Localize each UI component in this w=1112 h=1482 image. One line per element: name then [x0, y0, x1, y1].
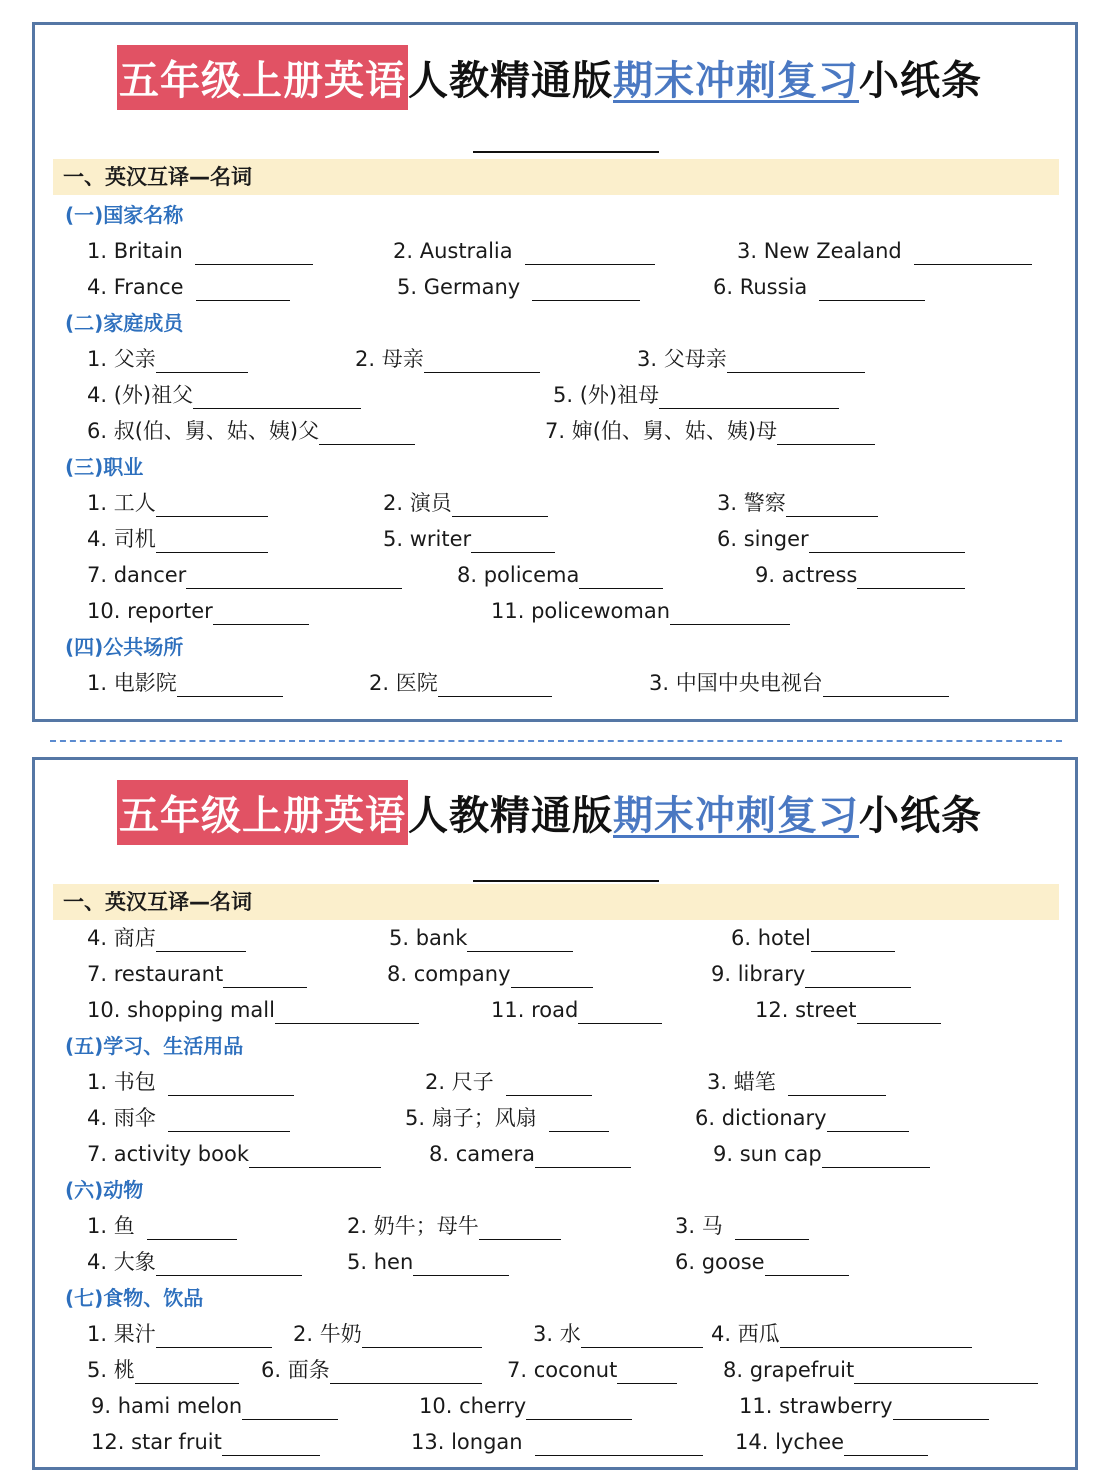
- vocab-item: 12. street: [755, 996, 941, 1024]
- vocab-item: 10. shopping mall: [87, 996, 419, 1024]
- group-heading: (四)公共场所: [65, 635, 184, 659]
- answer-blank[interactable]: [213, 600, 309, 625]
- answer-blank[interactable]: [177, 672, 283, 697]
- vocab-item: 1. Britain: [87, 237, 313, 265]
- answer-blank[interactable]: [822, 1143, 930, 1168]
- vocab-item: 4. (外)祖父: [87, 381, 361, 409]
- card-title: [117, 778, 982, 846]
- group-heading: (六)动物: [65, 1178, 144, 1202]
- vocab-item: 3. 蜡笔: [707, 1068, 886, 1096]
- answer-blank[interactable]: [893, 1395, 989, 1420]
- answer-blank[interactable]: [452, 492, 548, 517]
- vocab-item: 1. 鱼: [87, 1212, 237, 1240]
- vocab-item: 1. 电影院: [87, 669, 283, 697]
- answer-blank[interactable]: [275, 999, 419, 1024]
- answer-blank[interactable]: [788, 1071, 886, 1096]
- answer-blank[interactable]: [857, 564, 965, 589]
- vocab-item: 11. policewoman: [491, 597, 790, 625]
- answer-blank[interactable]: [156, 528, 268, 553]
- vocab-item: 5. bank: [389, 924, 573, 952]
- vocab-item: 14. lychee: [735, 1428, 928, 1456]
- vocab-item: 4. 西瓜: [711, 1320, 972, 1348]
- vocab-item: 6. 叔(伯、舅、姑、姨)父: [87, 417, 415, 445]
- section-heading: 一、英汉互译—名词: [53, 884, 1059, 920]
- vocab-item: 3. 警察: [717, 489, 878, 517]
- vocab-item: 9. library: [711, 960, 911, 988]
- answer-blank[interactable]: [156, 492, 268, 517]
- vocab-item: 6. singer: [717, 525, 965, 553]
- answer-blank[interactable]: [532, 276, 640, 301]
- vocab-item: 9. hami melon: [91, 1392, 338, 1420]
- answer-blank[interactable]: [549, 1107, 609, 1132]
- vocab-item: 8. policema: [457, 561, 663, 589]
- answer-blank[interactable]: [777, 420, 875, 445]
- vocab-item: 10. cherry: [419, 1392, 632, 1420]
- vocab-item: 2. 演员: [383, 489, 548, 517]
- answer-blank[interactable]: [156, 1251, 302, 1276]
- vocab-item: 7. activity book: [87, 1140, 381, 1168]
- vocab-item: 4. 大象: [87, 1248, 302, 1276]
- vocab-item: 2. 尺子: [425, 1068, 592, 1096]
- vocab-item: 7. dancer: [87, 561, 402, 589]
- vocab-item: 3. New Zealand: [737, 237, 1032, 265]
- vocab-item: 5. writer: [383, 525, 555, 553]
- review-card-2: [32, 757, 1078, 1470]
- answer-blank[interactable]: [786, 492, 878, 517]
- vocab-item: 5. 桃: [87, 1356, 239, 1384]
- title-divider: [473, 880, 659, 882]
- vocab-item: 6. dictionary: [695, 1104, 909, 1132]
- vocab-item: 2. 奶牛；母牛: [347, 1212, 561, 1240]
- answer-blank[interactable]: [579, 564, 663, 589]
- answer-blank[interactable]: [511, 963, 593, 988]
- answer-blank[interactable]: [413, 1251, 509, 1276]
- answer-blank[interactable]: [135, 1359, 239, 1384]
- answer-blank[interactable]: [914, 240, 1032, 265]
- section-heading: 一、英汉互译—名词: [53, 159, 1059, 195]
- vocab-item: 5. (外)祖母: [553, 381, 839, 409]
- answer-blank[interactable]: [819, 276, 925, 301]
- vocab-item: 1. 果汁: [87, 1320, 272, 1348]
- answer-blank[interactable]: [670, 600, 790, 625]
- vocab-item: 3. 水: [533, 1320, 703, 1348]
- vocab-item: 6. goose: [675, 1248, 849, 1276]
- answer-blank[interactable]: [765, 1251, 849, 1276]
- answer-blank[interactable]: [156, 1323, 272, 1348]
- group-heading: (一)国家名称: [65, 203, 184, 227]
- answer-blank[interactable]: [193, 384, 361, 409]
- vocab-item: 4. 司机: [87, 525, 268, 553]
- group-heading: (七)食物、饮品: [65, 1286, 204, 1310]
- title-highlight-blue: 期末冲刺复习: [613, 57, 859, 104]
- answer-blank[interactable]: [362, 1323, 482, 1348]
- answer-blank[interactable]: [242, 1395, 338, 1420]
- vocab-item: 2. 母亲: [355, 345, 540, 373]
- answer-blank[interactable]: [467, 927, 573, 952]
- vocab-item: 9. sun cap: [713, 1140, 930, 1168]
- title-tail: 小纸条: [859, 792, 982, 839]
- answer-blank[interactable]: [809, 528, 965, 553]
- answer-blank[interactable]: [854, 1359, 1038, 1384]
- answer-blank[interactable]: [147, 1215, 237, 1240]
- answer-blank[interactable]: [156, 348, 248, 373]
- answer-blank[interactable]: [168, 1107, 290, 1132]
- group-heading: (五)学习、生活用品: [65, 1034, 244, 1058]
- vocab-item: 6. hotel: [731, 924, 895, 952]
- answer-blank[interactable]: [659, 384, 839, 409]
- answer-blank[interactable]: [727, 348, 865, 373]
- vocab-item: 2. 牛奶: [293, 1320, 482, 1348]
- vocab-item: 4. 雨伞: [87, 1104, 290, 1132]
- vocab-item: 4. 商店: [87, 924, 246, 952]
- answer-blank[interactable]: [196, 276, 290, 301]
- vocab-item: 1. 书包: [87, 1068, 294, 1096]
- answer-blank[interactable]: [617, 1359, 677, 1384]
- vocab-item: 13. longan: [411, 1428, 703, 1456]
- answer-blank[interactable]: [471, 528, 555, 553]
- answer-blank[interactable]: [249, 1143, 381, 1168]
- vocab-item: 1. 工人: [87, 489, 268, 517]
- answer-blank[interactable]: [526, 1395, 632, 1420]
- vocab-item: 8. camera: [429, 1140, 631, 1168]
- answer-blank[interactable]: [823, 672, 949, 697]
- answer-blank[interactable]: [735, 1215, 809, 1240]
- answer-blank[interactable]: [168, 1071, 294, 1096]
- answer-blank[interactable]: [156, 927, 246, 952]
- vocab-item: 5. Germany: [397, 273, 640, 301]
- answer-blank[interactable]: [222, 1431, 320, 1456]
- answer-blank[interactable]: [506, 1071, 592, 1096]
- vocab-item: 5. 扇子；风扇: [405, 1104, 609, 1132]
- answer-blank[interactable]: [857, 999, 941, 1024]
- answer-blank[interactable]: [195, 240, 313, 265]
- answer-blank[interactable]: [535, 1143, 631, 1168]
- vocab-item: 10. reporter: [87, 597, 309, 625]
- vocab-item: 6. Russia: [713, 273, 925, 301]
- vocab-item: 2. Australia: [393, 237, 655, 265]
- answer-blank[interactable]: [805, 963, 911, 988]
- answer-blank[interactable]: [319, 420, 415, 445]
- cut-line: [50, 740, 1062, 742]
- answer-blank[interactable]: [223, 963, 307, 988]
- title-tail: 小纸条: [859, 57, 982, 104]
- title-highlight-blue: 期末冲刺复习: [613, 792, 859, 839]
- vocab-item: 12. star fruit: [91, 1428, 320, 1456]
- vocab-item: 3. 父母亲: [637, 345, 865, 373]
- answer-blank[interactable]: [535, 1431, 703, 1456]
- answer-blank[interactable]: [844, 1431, 928, 1456]
- title-edition: 人教精通版: [408, 57, 613, 104]
- answer-blank[interactable]: [780, 1323, 972, 1348]
- answer-blank[interactable]: [186, 564, 402, 589]
- vocab-item: 3. 中国中央电视台: [649, 669, 949, 697]
- vocab-item: 1. 父亲: [87, 345, 248, 373]
- vocab-item: 7. 婶(伯、舅、姑、姨)母: [545, 417, 875, 445]
- title-highlight-red: 五年级上册英语: [117, 45, 408, 110]
- answer-blank[interactable]: [581, 1323, 703, 1348]
- vocab-item: 8. grapefruit: [723, 1356, 1038, 1384]
- vocab-item: 3. 马: [675, 1212, 809, 1240]
- title-highlight-red: 五年级上册英语: [117, 780, 408, 845]
- answer-blank[interactable]: [811, 927, 895, 952]
- vocab-item: 8. company: [387, 960, 593, 988]
- answer-blank[interactable]: [578, 999, 662, 1024]
- vocab-item: 7. coconut: [507, 1356, 677, 1384]
- answer-blank[interactable]: [424, 348, 540, 373]
- vocab-item: 11. road: [491, 996, 662, 1024]
- review-card-1: [32, 22, 1078, 722]
- answer-blank[interactable]: [438, 672, 552, 697]
- vocab-item: 4. France: [87, 273, 290, 301]
- vocab-item: 6. 面条: [261, 1356, 482, 1384]
- answer-blank[interactable]: [525, 240, 655, 265]
- title-edition: 人教精通版: [408, 792, 613, 839]
- answer-blank[interactable]: [479, 1215, 561, 1240]
- vocab-item: 7. restaurant: [87, 960, 307, 988]
- vocab-item: 11. strawberry: [739, 1392, 989, 1420]
- answer-blank[interactable]: [827, 1107, 909, 1132]
- answer-blank[interactable]: [330, 1359, 482, 1384]
- group-heading: (二)家庭成员: [65, 311, 184, 335]
- card-title: [117, 43, 982, 111]
- vocab-item: 9. actress: [755, 561, 965, 589]
- title-divider: [473, 151, 659, 153]
- group-heading: (三)职业: [65, 455, 144, 479]
- vocab-item: 5. hen: [347, 1248, 509, 1276]
- vocab-item: 2. 医院: [369, 669, 552, 697]
